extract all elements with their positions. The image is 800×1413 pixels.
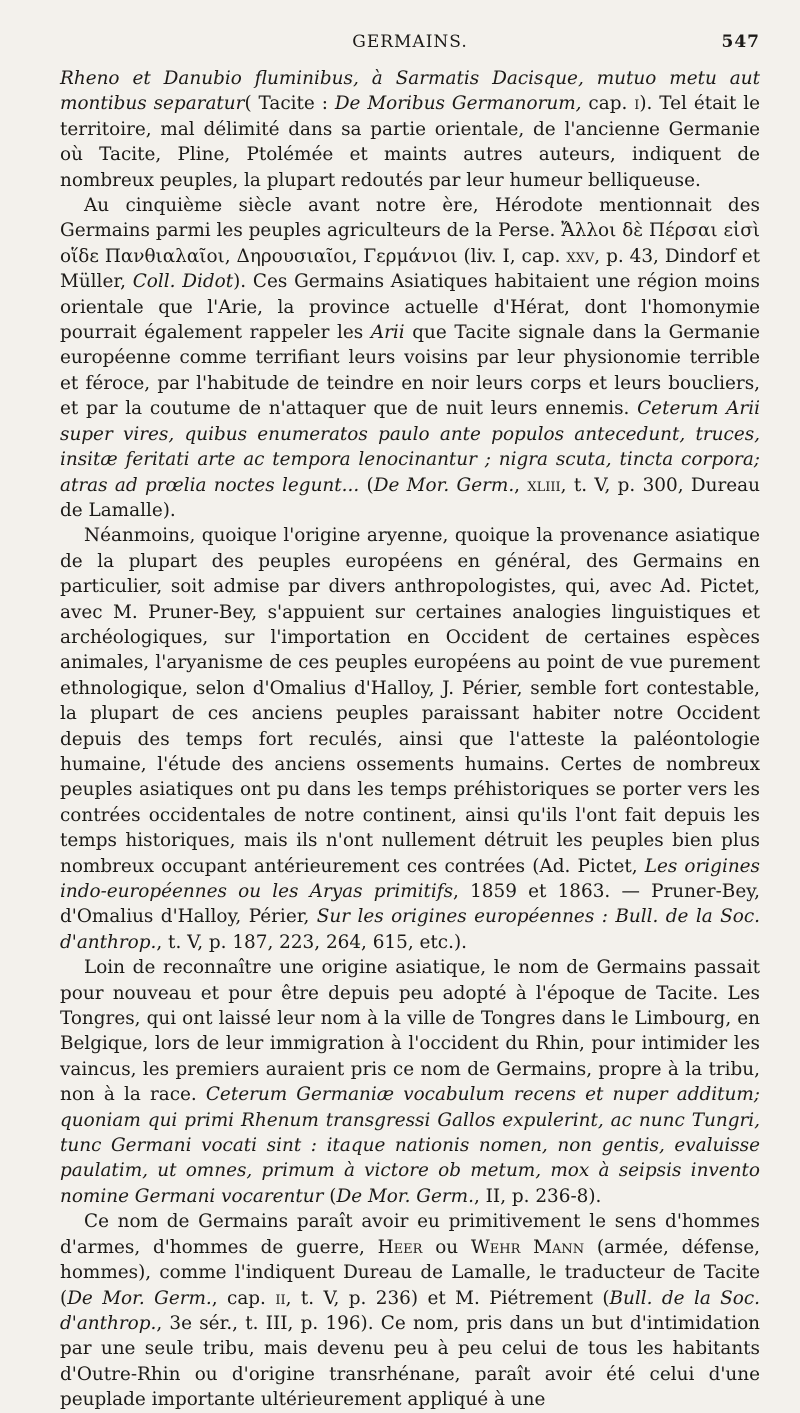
text-run: , 1859 et 1863. — Pruner-Bey, d'Omalius d'Halloy, Périer, xyxy=(60,881,761,928)
italic-text: De Mor. Germ. xyxy=(373,474,515,496)
text-run: , cap. xyxy=(211,1287,276,1309)
italic-text: Rheno et Danubio fluminibus, à Sarmatis Dacisque, mutuo metu aut montibus separatur xyxy=(60,68,760,115)
text-run: , t. V, p. 300, Dureau de Lamalle). xyxy=(60,474,760,521)
italic-text: De Mor. Germ. xyxy=(67,1287,212,1309)
small-caps-text: i xyxy=(634,93,640,115)
text-run: ). Tel était le territoire, mal délimité dans sa partie orientale, de l'ancienne Germanie où Tacite, Pline, Ptolémée et maints autres auteurs, indiquent de nombreux peuples, la plupart redoutés par leur humeur belliqueuse. xyxy=(60,93,761,191)
text-run: ou xyxy=(422,1236,471,1258)
text-run: , II, p. 236-8). xyxy=(473,1185,602,1207)
paragraph xyxy=(60,193,760,523)
text-run: cap. xyxy=(581,93,635,115)
page-body xyxy=(60,66,760,1413)
small-caps-text: xxv xyxy=(566,245,595,267)
small-caps-text: xliii xyxy=(527,474,561,496)
text-run: , xyxy=(514,474,528,496)
text-run: Au cinquième siècle avant notre ère, Hérodote mentionnait des Germains parmi les peuples agriculteurs de la Perse. xyxy=(60,195,760,242)
text-run: Loin de reconnaître une origine asiatique, le nom de Germains passait pour nouveau et pour être depuis peu adopté à l'époque de Tacite. Les Tongres, qui ont laissé leur nom à la ville de Tongres dans le Limbourg, en Belgique, lors de leur immigration à l'occident du Rhin, pour intimider les vaincus, les premiers auraient pris ce nom de Germains, propre à la tribu, non à la race. xyxy=(60,957,760,1106)
text-run: ( xyxy=(359,474,374,496)
text-run: Néanmoins, quoique l'origine aryenne, quoique la provenance asiatique de la plupart des peuples européens en général, des Germains en particulier, soit admise par divers anthropologistes, qui, avec Ad. Pictet, avec M. Pruner-Bey, s'appuient sur certaines analogies linguistiques et archéologiques, sur l'importation en Occident de certaines espèces animales, l'aryanisme de ces peuples européens au point de vue purement ethnologique, selon d'Omalius d'Halloy, J. Périer, semble fort contestable, la plupart de ces anciens peuples paraissant habiter notre Occident depuis des temps fort reculés, ainsi que l'atteste la paléontologie humaine, l'étude des anciens ossements humains. Certes de nombreux peuples asiatiques ont pu dans les temps préhistoriques se porter vers les contrées occidentales de notre continent, ainsi qu'ils l'ont fait depuis les temps historiques, mais ils n'ont nullement détruit les peuples bien plus nombreux occupant antérieurement ces contrées (Ad. Pictet, xyxy=(60,525,760,877)
paragraph xyxy=(60,1209,760,1412)
paragraph xyxy=(60,955,760,1209)
small-caps-text: Wehr Mann xyxy=(470,1236,585,1258)
italic-text: Coll. Didot xyxy=(132,271,234,293)
page-number: 547 xyxy=(721,32,760,52)
running-header xyxy=(60,32,760,56)
italic-text: De Moribus Germanorum, xyxy=(334,93,582,115)
text-run: Ce nom de Germains paraît avoir eu primitivement le sens d'hommes d'armes, d'hommes de guerre, xyxy=(60,1211,760,1258)
text-run: que Tacite signale dans la Germanie européenne comme terrifiant leurs voisins par leur physionomie terrible et féroce, par l'habitude de teindre en noir leurs corps et leurs boucliers, et par la coutume de n'attaquer que de nuit leurs ennemis. xyxy=(60,322,760,420)
small-caps-text: Heer xyxy=(377,1236,423,1258)
italic-text: Ceterum Arii super vires, quibus enumeratos paulo ante populos antecedunt, truces, insitæ feritati arte ac tempora lenocinantur ; nigra scuta, tincta corpora; atras ad prœlia noctes legunt... xyxy=(60,398,760,496)
text-run: , 3e sér., t. III, p. 196). Ce nom, pris dans un but d'intimidation par une seule tribu, mais devenu peu à peu celui de tous les habitants d'Outre-Rhin ou d'origine transrhénane, paraît avoir été celui d'une peuplade importante ultérieurement appliqué à une xyxy=(60,1312,760,1411)
italic-text: Bull. de la Soc. d'anthrop. xyxy=(60,1287,761,1334)
text-run: Ἄλλοι δὲ Πέρσαι εἰσὶ οἵδε Πανθιαλαῖοι, Δηρουσιαῖοι, Γερμάνιοι xyxy=(60,220,760,267)
text-run: , t. V, p. 187, 223, 264, 615, etc.). xyxy=(156,931,467,953)
italic-text: Les origines indo-européennes ou les Aryas primitifs xyxy=(60,855,760,902)
paragraph xyxy=(60,66,760,193)
text-run: (liv. I, cap. xyxy=(457,245,567,267)
small-caps-text: ii xyxy=(275,1287,286,1309)
text-run: ). Ces Germains Asiatiques habitaient une région moins orientale que l'Arie, la province actuelle d'Hérat, dont l'homonymie pourrait également rappeler les xyxy=(60,271,760,344)
text-run: , t. V, p. 236) et M. Piétrement ( xyxy=(285,1287,610,1309)
italic-text: Sur les origines européennes : Bull. de la Soc. d'anthrop. xyxy=(60,906,760,953)
italic-text: De Mor. Germ. xyxy=(336,1185,474,1207)
text-run: ( xyxy=(323,1185,337,1207)
paragraph xyxy=(60,523,760,955)
italic-text: Arii xyxy=(370,322,405,344)
text-run: , p. 43, Dindorf et Müller, xyxy=(60,245,760,293)
page-title: GERMAINS. xyxy=(352,32,468,52)
text-run: (armée, défense, hommes), comme l'indiquent Dureau de Lamalle, le traducteur de Tacite ( xyxy=(60,1236,760,1309)
text-run: ( Tacite : xyxy=(244,93,335,115)
italic-text: Ceterum Germaniæ vocabulum recens et nuper additum; quoniam qui primi Rhenum transgressi Gallos expulerint, ac nunc Tungri, tunc Germani vocati sint : itaque nationis nomen, non gentis, evaluisse paulatim, ut omnes, primum à victore ob metum, mox à seipsis invento nomine Germani vocarentur xyxy=(60,1084,760,1207)
